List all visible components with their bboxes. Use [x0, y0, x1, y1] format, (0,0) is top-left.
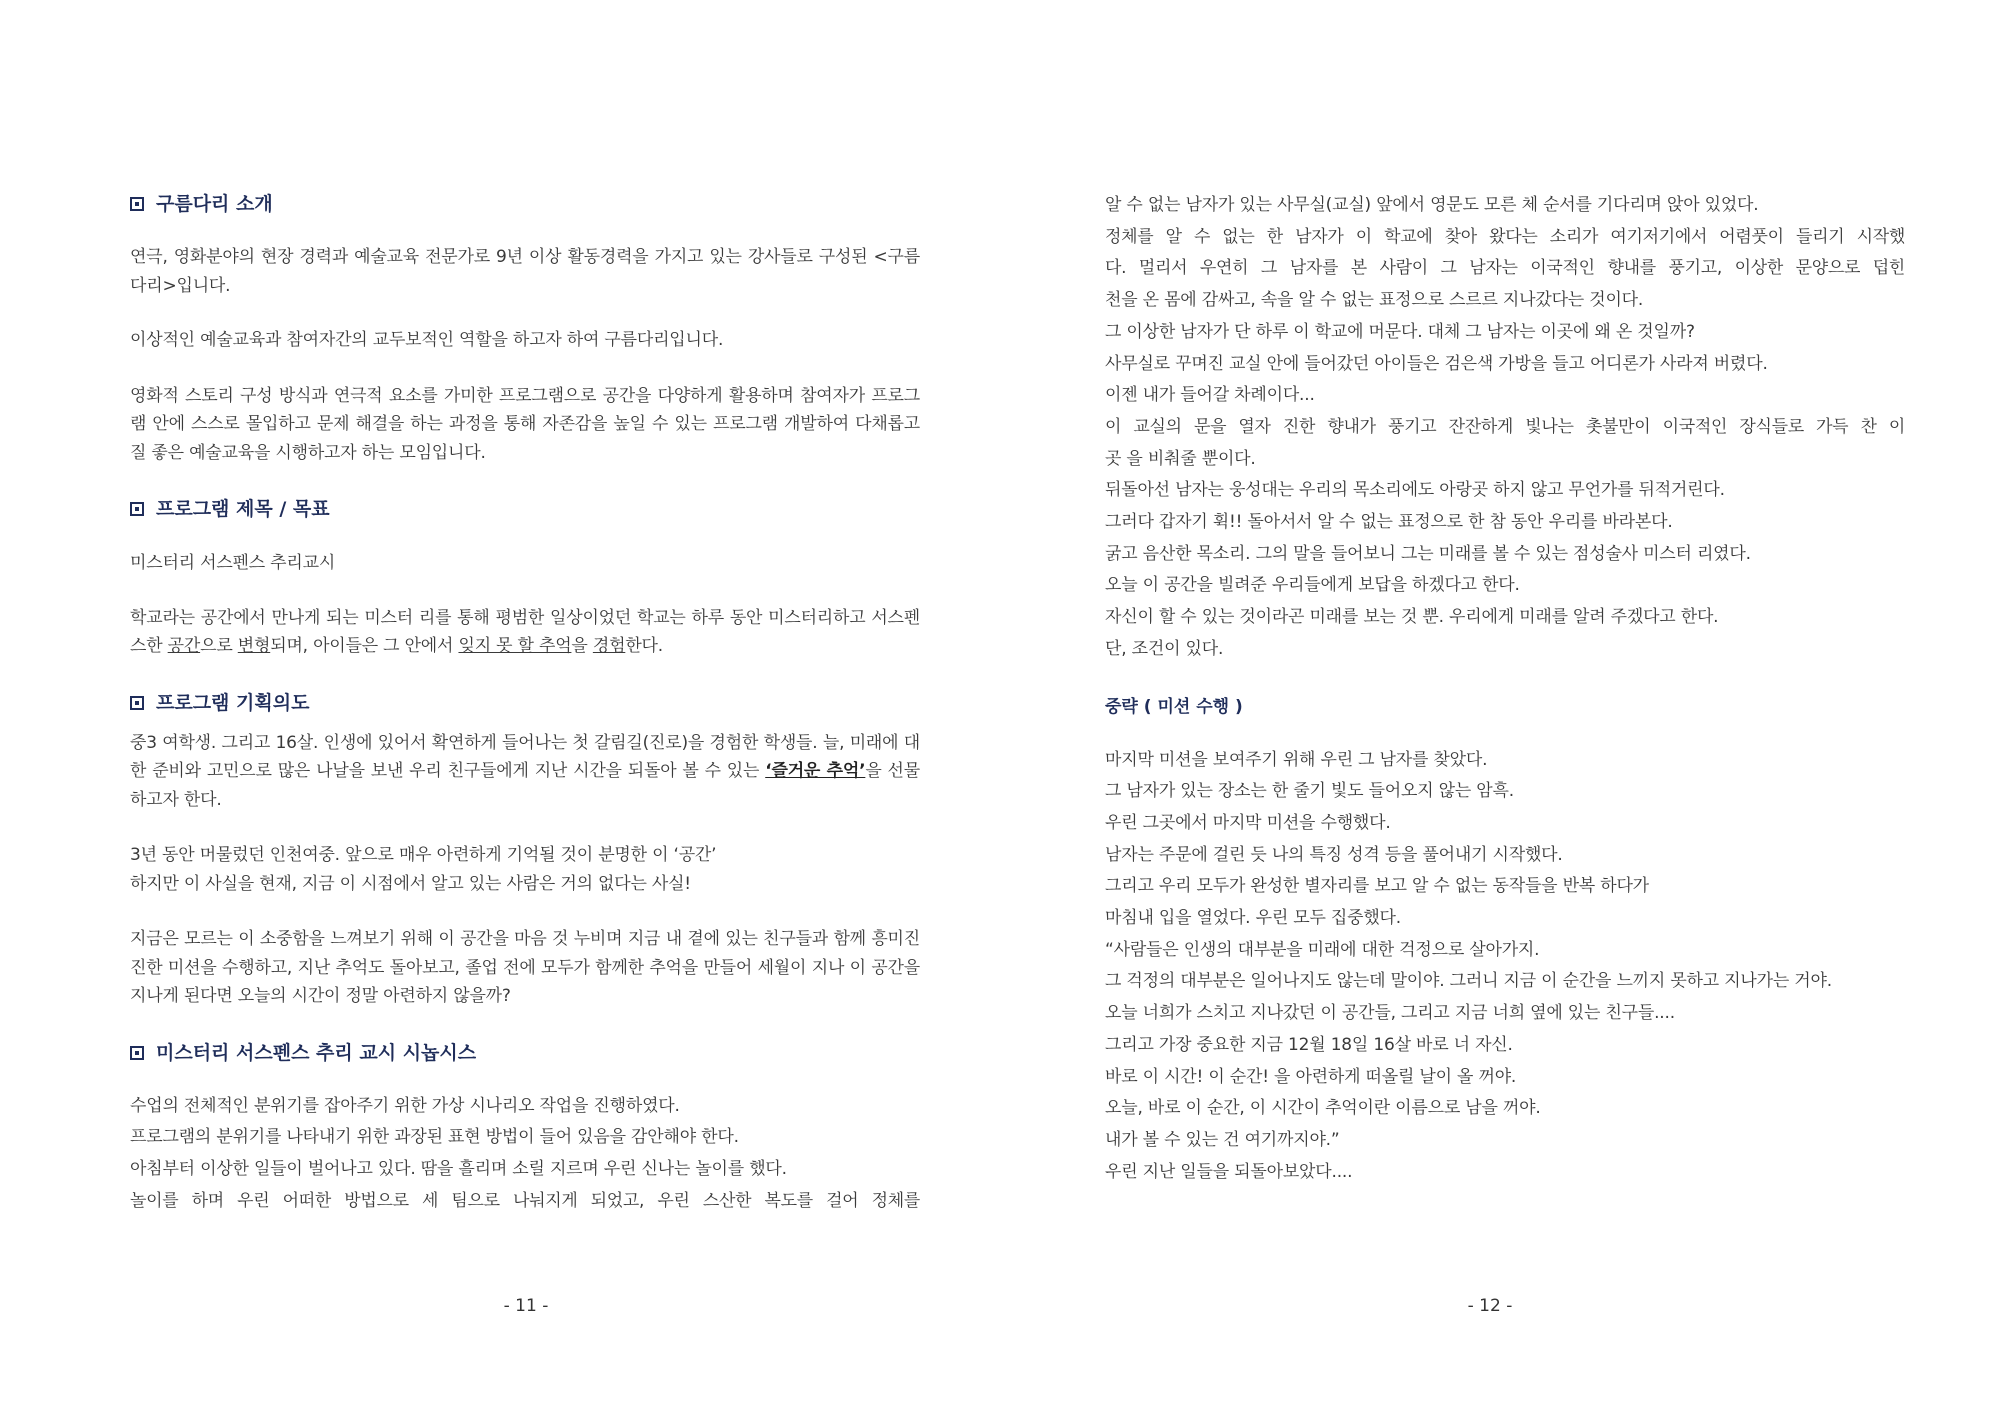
story-line: 뒤돌아선 남자는 웅성대는 우리의 목소리에도 아랑곳 하지 않고 무언가를 뒤적거린다. [1105, 480, 1725, 501]
square-bullet-icon [130, 1046, 144, 1060]
story-line: 그리고 가장 중요한 지금 12월 18일 16살 바로 너 자신. [1105, 1034, 1513, 1055]
story-line: 우린 지난 일들을 되돌아보았다.... [1105, 1161, 1353, 1182]
story-line: 다. 멀리서 우연히 그 남자를 본 사람이 그 남자는 이국적인 향내를 풍기고, 이상한 문양으로 덥힌 [1105, 258, 1905, 279]
story-line: 그 이상한 남자가 단 하루 이 학교에 머문다. 대체 그 남자는 이곳에 왜 온 것일까? [1105, 321, 1695, 342]
story-line: 바로 이 시간! 이 순간! 을 아련하게 떠올릴 날이 올 꺼야. [1105, 1066, 1517, 1087]
intent-paragraph-2-line-1: 3년 동안 머물렀던 인천여중. 앞으로 매우 아련하게 기억될 것이 분명한 이 ‘공간’ [130, 845, 717, 865]
program-goal: 학교라는 공간에서 만나게 되는 미스터 리를 통해 평범한 일상이었던 학교는 하루 동안 미스터리하고 서스펜스한 공간으로 변형되며, 아이들은 그 안에서 잊지 못 할 추억을 경험한다. [130, 607, 920, 656]
story-line: 그 남자가 있는 장소는 한 줄기 빛도 들어오지 않는 암흑. [1105, 781, 1514, 802]
story-line: 정체를 알 수 없는 한 남자가 이 학교에 찾아 왔다는 소리가 여기저기에서 어렴풋이 들리기 시작했 [1105, 226, 1905, 247]
story-line: 우린 그곳에서 마지막 미션을 수행했다. [1105, 812, 1391, 833]
square-bullet-icon [130, 197, 144, 211]
story-line: 곳 을 비춰줄 뿐이다. [1105, 448, 1256, 469]
story-line: 그리고 우리 모두가 완성한 별자리를 보고 알 수 없는 동작들을 반복 하다가 [1105, 876, 1649, 897]
story-line: “사람들은 인생의 대부분을 미래에 대한 걱정으로 살아가지. [1105, 939, 1540, 960]
section-heading-synopsis: 미스터리 서스펜스 추리 교시 시놉시스 [130, 1039, 920, 1067]
synopsis-line: 수업의 전체적인 분위기를 잡아주기 위한 가상 시나리오 작업을 진행하였다. [130, 1095, 680, 1116]
story-line: 천을 온 몸에 감싸고, 속을 알 수 없는 표정으로 스르르 지나갔다는 것이다. [1105, 290, 1644, 311]
story-line: 마지막 미션을 보여주기 위해 우린 그 남자를 찾았다. [1105, 749, 1488, 770]
story-line: 남자는 주문에 걸린 듯 나의 특징 성격 등을 풀어내기 시작했다. [1105, 844, 1563, 865]
synopsis-line: 놀이를 하며 우린 어떠한 방법으로 세 팀으로 나눠지게 되었고, 우린 스산한 복도를 걸어 정체를 [130, 1190, 920, 1211]
section-heading-intro: 구름다리 소개 [130, 190, 920, 218]
section-heading-intent: 프로그램 기획의도 [130, 689, 920, 717]
story-line: 이젠 내가 들어갈 차례이다... [1105, 385, 1315, 406]
story-line: 오늘 너희가 스치고 지나갔던 이 공간들, 그리고 지금 너희 옆에 있는 친구들.... [1105, 1003, 1675, 1024]
story-lines-part-1 [1105, 190, 1905, 666]
square-bullet-icon [130, 696, 144, 710]
intent-paragraph-2-line-2: 하지만 이 사실을 현재, 지금 이 시점에서 알고 있는 사람은 거의 없다는 사실! [130, 873, 691, 894]
sub-heading-mission: 중략 ( 미션 수행 ) [1105, 696, 1243, 717]
story-line: 굵고 음산한 목소리. 그의 말을 들어보니 그는 미래를 볼 수 있는 점성술사 미스터 리였다. [1105, 543, 1751, 564]
page-number-right: - 12 - [1467, 1296, 1513, 1316]
intro-paragraph-3: 영화적 스토리 구성 방식과 연극적 요소를 가미한 프로그램으로 공간을 다양하게 활용하며 참여자가 프로그램 안에 스스로 몰입하고 문제 해결을 하는 과정을 통해 자존감을 높일 수 있는 프로그램 개발하여 다채롭고 질 좋은 예술교육을 시행하고자 하는 모임입니다. [130, 385, 920, 463]
square-bullet-icon [130, 502, 144, 516]
story-line: 알 수 없는 남자가 있는 사무실(교실) 앞에서 영문도 모른 체 순서를 기다리며 앉아 있었다. [1105, 195, 1759, 215]
synopsis-line: 프로그램의 분위기를 나타내기 위한 과장된 표현 방법이 들어 있음을 감안해야 한다. [130, 1127, 739, 1148]
intent-paragraph-3: 지금은 모르는 이 소중함을 느껴보기 위해 이 공간을 마음 것 누비며 지금 내 곁에 있는 친구들과 함께 흥미진진한 미션을 수행하고, 지난 추억도 돌아보고, 졸업 전에 모두가 함께한 추억을 만들어 세월이 지나 이 공간을 지나게 된다면 오늘의 시간이 정말 아련하지 않을까? [130, 929, 920, 1006]
intent-paragraph-1: 중3 여학생. 그리고 16살. 인생에 있어서 확연하게 들어나는 첫 갈림길(진로)을 경험한 학생들. 늘, 미래에 대한 준비와 고민으로 많은 나날을 보낸 우리 친구들에게 지난 시간을 되돌아 볼 수 있는 ‘즐거운 추억’을 선물하고자 한다. [130, 732, 920, 810]
section-heading-title-goal: 프로그램 제목 / 목표 [130, 495, 920, 523]
program-title: 미스터리 서스펜스 추리교시 [130, 553, 336, 573]
story-line: 오늘, 바로 이 순간, 이 시간이 추억이란 이름으로 남을 꺼야. [1105, 1098, 1541, 1119]
story-line: 그 걱정의 대부분은 일어나지도 않는데 말이야. 그러니 지금 이 순간을 느끼지 못하고 지나가는 거야. [1105, 971, 1832, 992]
story-line: 이 교실의 문을 열자 진한 향내가 풍기고 잔잔하게 빛나는 촛불만이 이국적인 장식들로 가득 찬 이 [1105, 416, 1905, 437]
intro-paragraph-2: 이상적인 예술교육과 참여자간의 교두보적인 역할을 하고자 하여 구름다리입니다. [130, 330, 724, 350]
story-line: 오늘 이 공간을 빌려준 우리들에게 보답을 하겠다고 한다. [1105, 575, 1520, 596]
story-line: 사무실로 꾸며진 교실 안에 들어갔던 아이들은 검은색 가방을 들고 어디론가 사라져 버렸다. [1105, 353, 1768, 374]
right-page [1105, 190, 1905, 1188]
story-lines-part-2 [1105, 745, 1905, 1189]
story-line: 자신이 할 수 있는 것이라곤 미래를 보는 것 뿐. 우리에게 미래를 알려 주겠다고 한다. [1105, 607, 1719, 628]
story-line: 단, 조건이 있다. [1105, 638, 1224, 659]
story-line: 마침내 입을 열었다. 우린 모두 집중했다. [1105, 908, 1401, 929]
page-number-left: - 11 - [503, 1296, 549, 1316]
story-line: 그러다 갑자기 휙!! 돌아서서 알 수 없는 표정으로 한 참 동안 우리를 바라본다. [1105, 512, 1673, 533]
story-line: 내가 볼 수 있는 건 여기까지야.” [1105, 1129, 1340, 1150]
left-page [130, 190, 920, 1217]
synopsis-line: 아침부터 이상한 일들이 벌어나고 있다. 땀을 흘리며 소릴 지르며 우린 신나는 놀이를 했다. [130, 1158, 787, 1179]
intro-paragraph-1: 연극, 영화분야의 현장 경력과 예술교육 전문가로 9년 이상 활동경력을 가지고 있는 강사들로 구성된 <구름다리>입니다. [130, 247, 920, 296]
